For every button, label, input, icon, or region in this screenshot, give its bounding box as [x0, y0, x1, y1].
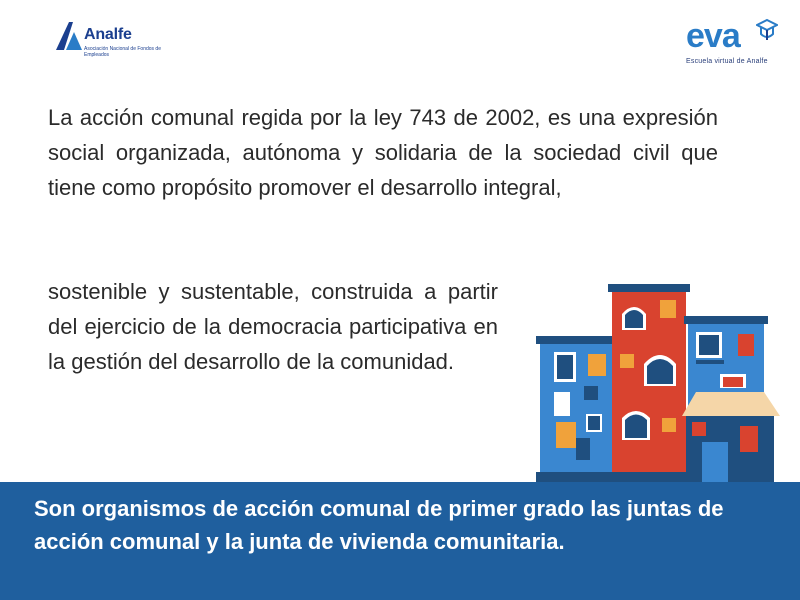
- analfe-logo-tagline: Asociación Nacional de Fondos de Empleados: [84, 46, 161, 58]
- banner-text: Son organismos de acción comunal de primer grado las juntas de acción comunal y la junta de vivienda comunitaria.: [34, 496, 724, 554]
- paragraph-continuation: sostenible y sustentable, construida a partir del ejercicio de la democracia participativa en la gestión del desarrollo de la comunidad.: [48, 279, 498, 374]
- left-blue-building: [536, 336, 622, 482]
- graduation-cap-icon: [756, 18, 778, 44]
- eva-logo-name: eva: [686, 17, 740, 55]
- eva-logo: [686, 18, 782, 68]
- paragraph-intro: La acción comunal regida por la ley 743 de 2002, es una expresión social organizada, autónoma y solidaria de la sociedad civil que tiene como propósito promover el desarrollo integral,: [48, 105, 718, 200]
- buildings-illustration: [536, 280, 784, 482]
- analfe-logo-name: Analfe: [84, 26, 132, 43]
- analfe-logo: [56, 22, 176, 62]
- highlight-banner: [0, 482, 800, 600]
- front-house: [682, 392, 780, 482]
- eva-logo-tagline: Escuela virtual de Analfe: [686, 58, 768, 65]
- red-building: [608, 284, 690, 482]
- analfe-logo-mark-icon: [56, 22, 82, 50]
